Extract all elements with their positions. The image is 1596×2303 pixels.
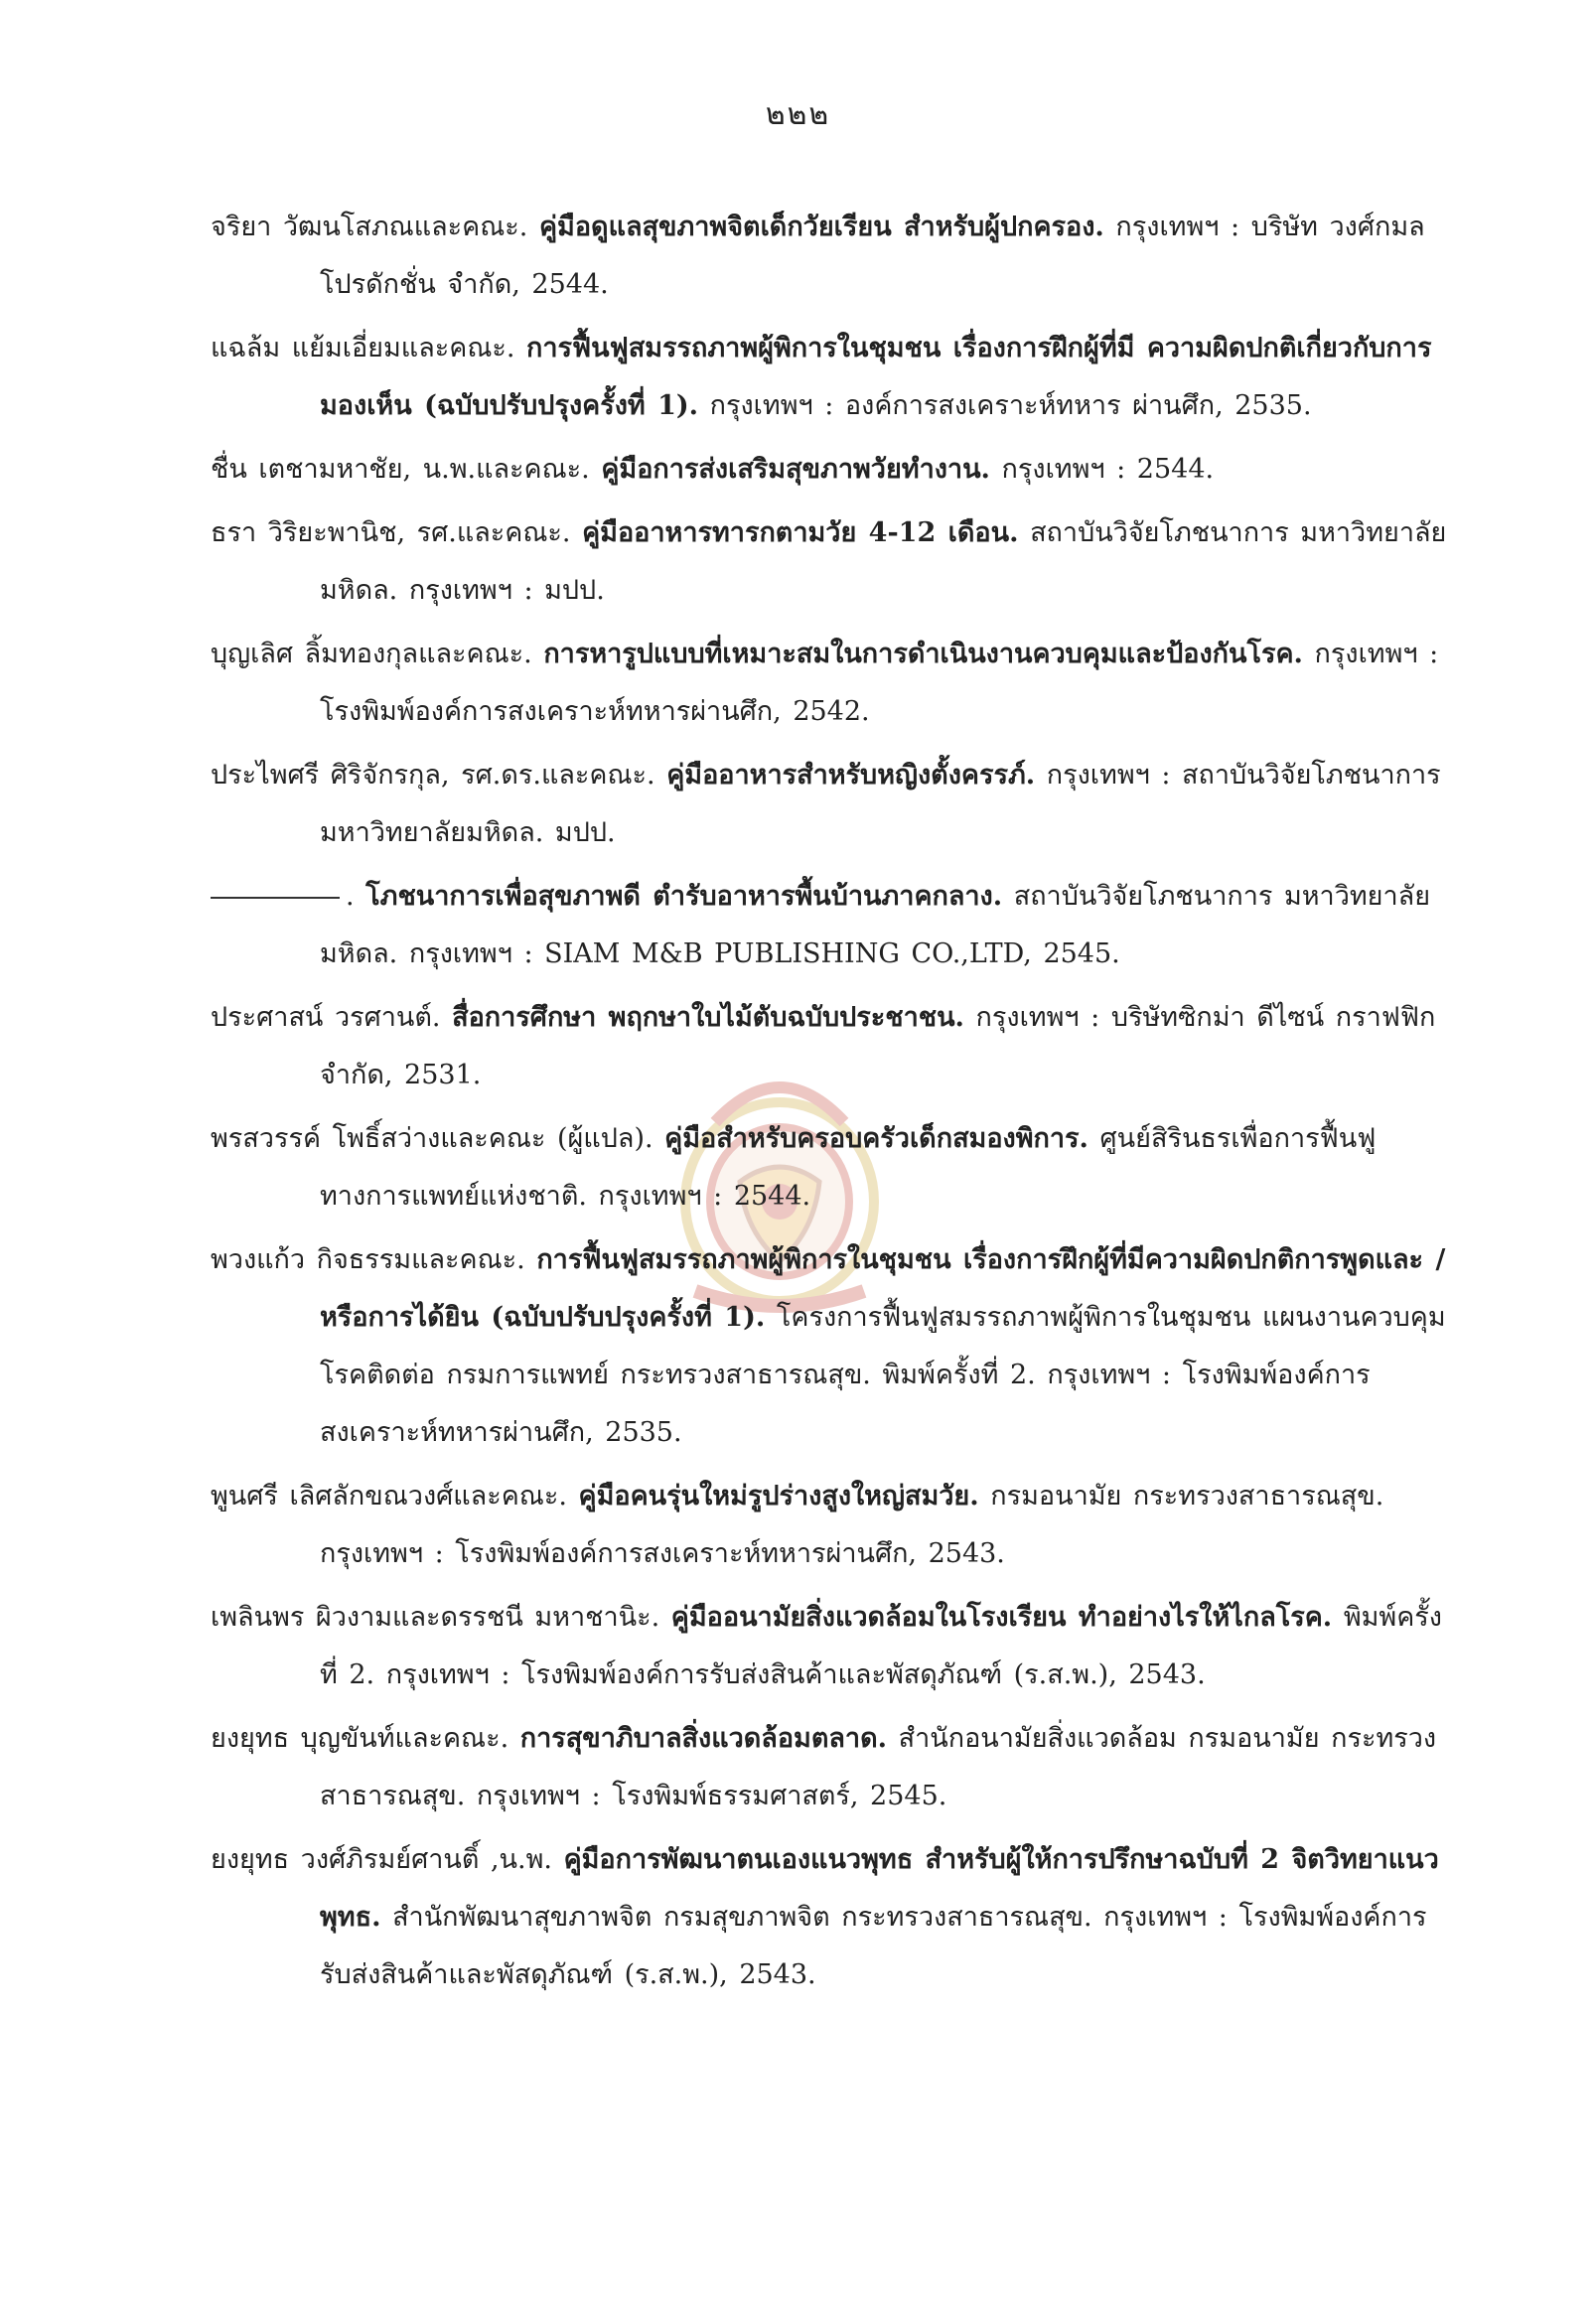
reference-title: คู่มือดูแลสุขภาพจิตเด็กวัยเรียน สำหรับผู้ปกครอง. [538, 212, 1104, 242]
reference-publication: โครงการฟื้นฟูสมรรถภาพผู้พิการในชุมชน แผนงานควบคุมโรคติดต่อ กรมการแพทย์ กระทรวงสาธารณสุข. พิมพ์ครั้งที่ 2. กรุงเทพฯ : โรงพิมพ์องค์การสงเคราะห์ทหารผ่านศึก, 2535. [320, 1302, 1446, 1448]
reference-title: คู่มือสำหรับครอบครัวเด็กสมองพิการ. [664, 1123, 1088, 1154]
reference-entry [211, 504, 1452, 620]
reference-title: คู่มืออนามัยสิ่งแวดล้อมในโรงเรียน ทำอย่างไรให้ไกลโรค. [670, 1602, 1333, 1633]
reference-entry [211, 1710, 1452, 1825]
reference-publication: กรุงเทพฯ : 2544. [1001, 454, 1215, 485]
reference-entry [211, 441, 1452, 499]
reference-author: ยงยุทธ วงศ์ภิรมย์ศานติ์ ,น.พ. [211, 1844, 552, 1875]
reference-list [211, 199, 1452, 2010]
reference-publication: พิมพ์ครั้งที่ 2. กรุงเทพฯ : โรงพิมพ์องค์การรับส่งสินค้าและพัสดุภัณฑ์ (ร.ส.พ.), 2543. [320, 1602, 1442, 1690]
reference-title: คู่มือคนรุ่นใหม่รูปร่างสูงใหญ่สมวัย. [578, 1481, 979, 1511]
reference-entry [211, 989, 1452, 1104]
reference-entry [211, 199, 1452, 314]
reference-author: บุญเลิศ ลิ้มทองกุลและคณะ. [211, 639, 532, 669]
reference-entry [211, 1110, 1452, 1225]
reference-publication: สถาบันวิจัยโภชนาการ มหาวิทยาลัยมหิดล. กรุงเทพฯ : มปป. [320, 517, 1447, 606]
reference-publication: สถาบันวิจัยโภชนาการ มหาวิทยาลัยมหิดล. กรุงเทพฯ : SIAM M&B PUBLISHING CO.,LTD, 2545. [320, 881, 1431, 969]
reference-entry [211, 1831, 1452, 2004]
reference-title: สื่อการศึกษา พฤกษาใบไม้ตับฉบับประชาชน. [452, 1002, 964, 1033]
reference-author: พวงแก้ว กิจธรรมและคณะ. [211, 1244, 525, 1275]
reference-author: ธรา วิริยะพานิช, รศ.และคณะ. [211, 517, 571, 548]
reference-author: จริยา วัฒนโสภณและคณะ. [211, 212, 528, 242]
reference-publication: กรุงเทพฯ : บริษัทซิกม่า ดีไซน์ กราฟฟิก จำกัด, 2531. [320, 1002, 1436, 1090]
reference-entry [211, 1589, 1452, 1704]
reference-title: คู่มืออาหารสำหรับหญิงตั้งครรภ์. [666, 760, 1036, 791]
reference-title: การฟื้นฟูสมรรถภาพผู้พิการในชุมชน เรื่องการฝึกผู้ที่มี ความผิดปกติเกี่ยวกับการมองเห็น (ฉบับปรับปรุงครั้งที่ 1). [320, 333, 1432, 421]
reference-publication: กรุงเทพฯ : โรงพิมพ์องค์การสงเคราะห์ทหารผ่านศึก, 2542. [320, 639, 1439, 727]
reference-author: ประไพศรี ศิริจักรกุล, รศ.ดร.และคณะ. [211, 760, 655, 791]
reference-author: ชื่น เตชามหาชัย, น.พ.และคณะ. [211, 454, 590, 485]
reference-author: ยงยุทธ บุญขันท์และคณะ. [211, 1723, 509, 1754]
reference-title: คู่มือการพัฒนาตนเองแนวพุทธ สำหรับผู้ให้การปรึกษาฉบับที่ 2 จิตวิทยาแนวพุทธ. [320, 1844, 1439, 1933]
reference-title: คู่มือการส่งเสริมสุขภาพวัยทำงาน. [601, 454, 990, 485]
reference-title: โภชนาการเพื่อสุขภาพดี ตำรับอาหารพื้นบ้านภาคกลาง. [365, 881, 1003, 912]
reference-entry: . โภชนาการเพื่อสุขภาพดี ตำรับอาหารพื้นบ้านภาคกลาง. สถาบันวิจัยโภชนาการ มหาวิทยาลัยมหิดล. กรุงเทพฯ : SIAM M&B PUBLISHING CO.,LTD, 2545. [211, 868, 1452, 983]
reference-publication: กรุงเทพฯ : สถาบันวิจัยโภชนาการ มหาวิทยาลัยมหิดล. มปป. [320, 760, 1441, 848]
reference-entry [211, 626, 1452, 741]
reference-publication: สำนักอนามัยสิ่งแวดล้อม กรมอนามัย กระทรวงสาธารณสุข. กรุงเทพฯ : โรงพิมพ์ธรรมศาสตร์, 2545. [320, 1723, 1437, 1811]
same-author-dash [211, 897, 340, 899]
reference-publication: ศูนย์สิรินธรเพื่อการฟื้นฟูทางการแพทย์แห่งชาติ. กรุงเทพฯ : 2544. [320, 1123, 1377, 1212]
reference-entry [211, 1468, 1452, 1583]
reference-entry [211, 320, 1452, 435]
reference-author: พูนศรี เลิศลักขณวงศ์และคณะ. [211, 1481, 567, 1511]
reference-title: คู่มืออาหารทารกตามวัย 4-12 เดือน. [582, 517, 1019, 548]
reference-publication: สำนักพัฒนาสุขภาพจิต กรมสุขภาพจิต กระทรวงสาธารณสุข. กรุงเทพฯ : โรงพิมพ์องค์การรับส่งสินค้าและพัสดุภัณฑ์ (ร.ส.พ.), 2543. [320, 1902, 1427, 1990]
reference-publication: กรมอนามัย กระทรวงสาธารณสุข. กรุงเทพฯ : โรงพิมพ์องค์การสงเคราะห์ทหารผ่านศึก, 2543. [320, 1481, 1384, 1569]
reference-entry [211, 747, 1452, 862]
reference-title: การสุขาภิบาลสิ่งแวดล้อมตลาด. [519, 1723, 888, 1754]
reference-author: ประศาสน์ วรศานต์. [211, 1002, 441, 1033]
page-number: ๒๒๒ [765, 97, 831, 132]
reference-title: การหารูปแบบที่เหมาะสมในการดำเนินงานควบคุมและป้องกันโรค. [543, 639, 1303, 669]
reference-author: เพลินพร ผิวงามและดรรชนี มหาชานิะ. [211, 1602, 660, 1633]
reference-publication: กรุงเทพฯ : บริษัท วงศ์กมล โปรดักชั่น จำกัด, 2544. [320, 212, 1425, 300]
reference-author: แฉล้ม แย้มเอี่ยมและคณะ. [211, 333, 515, 363]
reference-publication: กรุงเทพฯ : องค์การสงเคราะห์ทหาร ผ่านศึก, 2535. [709, 390, 1312, 421]
reference-author: พรสวรรค์ โพธิ์สว่างและคณะ (ผู้แปล). [211, 1123, 653, 1154]
reference-title: การฟื้นฟูสมรรถภาพผู้พิการในชุมชน เรื่องการฝึกผู้ที่มีความผิดปกติการพูดและ /หรือการได้ยิน (ฉบับปรับปรุงครั้งที่ 1). [320, 1244, 1446, 1333]
reference-entry [211, 1231, 1452, 1462]
